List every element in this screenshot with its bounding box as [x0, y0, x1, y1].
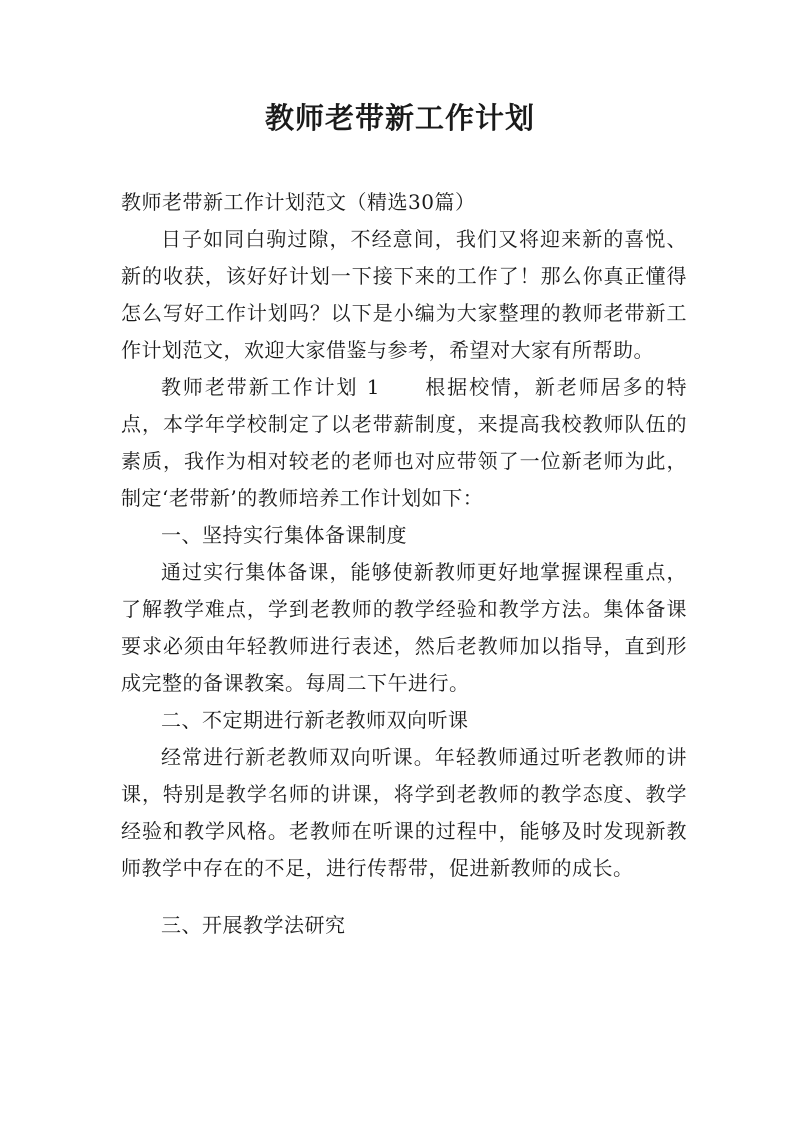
- plan-1-paragraph: 教师老带新工作计划 1 根据校情，新老师居多的特点，本学年学校制定了以老带薪制度，来提高我校教师队伍的素质，我作为相对较老的老师也对应带领了一位新老师为此，制定‘老带新’的教师培养工作计划如下：: [121, 375, 687, 510]
- document-subtitle: 教师老带新工作计划范文（精选30篇）: [121, 190, 476, 214]
- intro-paragraph: 日子如同白驹过隙，不经意间，我们又将迎来新的喜悦、新的收获，该好好计划一下接下来的工作了！那么你真正懂得怎么写好工作计划吗？以下是小编为大家整理的教师老带新工作计划范文，欢迎大家借鉴与参考，希望对大家有所帮助。: [121, 227, 687, 362]
- document-body: [121, 184, 687, 944]
- section-1-paragraph: 通过实行集体备课，能够使新教师更好地掌握课程重点，了解教学难点，学到老教师的教学经验和教学方法。集体备课要求必须由年轻教师进行表述，然后老教师加以指导，直到形成完整的备课教案。每周二下午进行。: [121, 560, 687, 695]
- section-2-paragraph: 经常进行新老教师双向听课。年轻教师通过听老教师的讲课，特别是教学名师的讲课，将学到老教师的教学态度、教学经验和教学风格。老教师在听课的过程中，能够及时发现新教师教学中存在的不足，进行传帮带，促进新教师的成长。: [121, 745, 687, 880]
- section-heading-3: 三、开展教学法研究: [161, 913, 346, 937]
- document-title: 教师老带新工作计划: [264, 101, 535, 135]
- section-heading-2: 二、不定期进行新老教师双向听课: [161, 708, 469, 732]
- section-heading-1: 一、坚持实行集体备课制度: [161, 523, 407, 547]
